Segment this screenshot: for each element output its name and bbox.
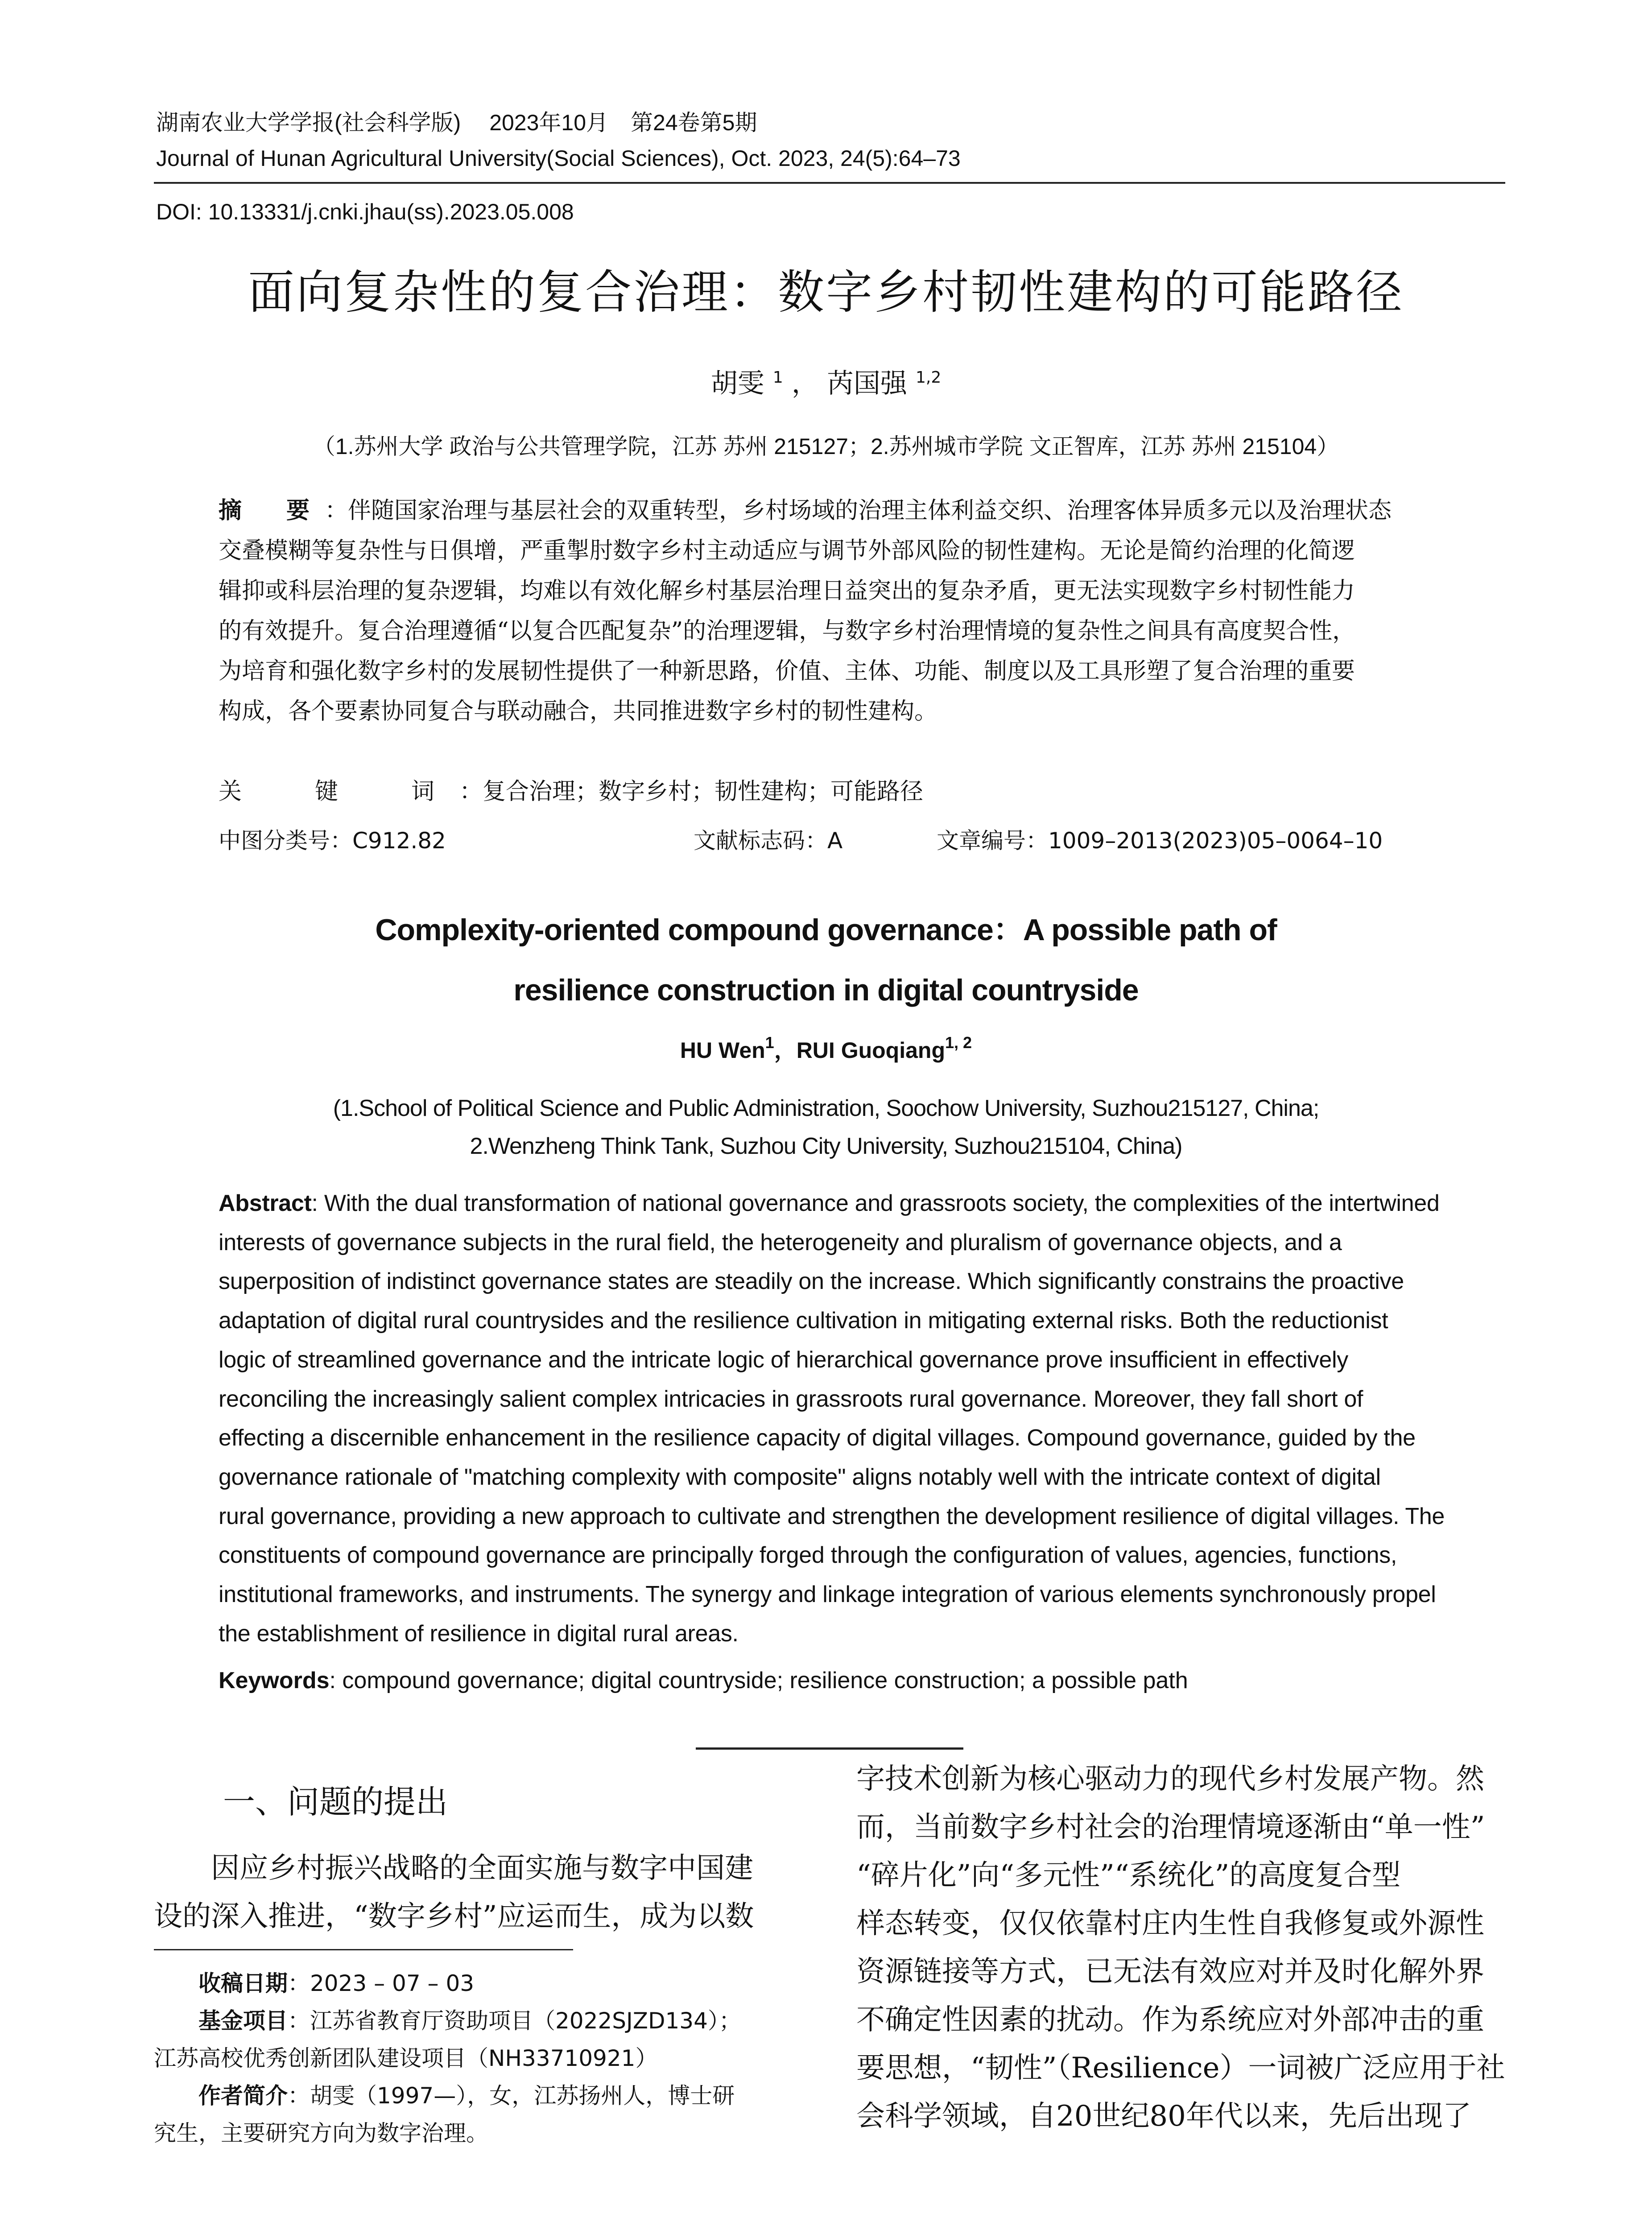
received-label: 收稿日期 — [198, 1970, 288, 1996]
body-line: 样态转变，仅仅依靠村庄内生性自我修复或外源性 — [856, 1907, 1484, 1940]
body-left-column — [154, 1844, 805, 1941]
author-name: 胡雯 — [710, 368, 764, 399]
abstract-en-line: logic of streamlined governance and the intricate logic of hierarchical governance prove insufficient in effectively — [219, 1346, 1348, 1373]
section-heading: 一、问题的提出 — [223, 1783, 448, 1821]
affiliation-en-line2: 2.Wenzheng Think Tank, Suzhou City University, Suzhou215104, China) — [470, 1133, 1182, 1159]
author-affiliation-mark: 1 — [772, 368, 783, 387]
author-separator: ， — [791, 368, 818, 399]
body-line: 资源链接等方式，已无法有效应对并及时化解外界 — [856, 1955, 1484, 1988]
doi: DOI: 10.13331/j.cnki.jhau(ss).2023.05.008 — [156, 199, 574, 224]
fund-text: ：江苏省教育厅资助项目（2022SJZD134）； — [288, 2008, 741, 2034]
author-name-en: HU Wen — [680, 1038, 765, 1063]
keywords-cn-text: 复合治理；数字乡村；韧性建构；可能路径 — [483, 778, 924, 805]
abstract-cn-line: 构成，各个要素协同复合与联动融合，共同推进数字乡村的韧性建构。 — [219, 698, 938, 725]
affiliation-cn: （1.苏州大学 政治与公共管理学院，江苏 苏州 215127；2.苏州城市学院 文正智库，江苏 苏州 215104） — [313, 434, 1339, 459]
authors-cn — [0, 366, 1652, 401]
author-affiliation-mark: 1,2 — [915, 368, 942, 387]
body-line: 会科学领域，自20世纪80年代以来，先后出现了 — [856, 2100, 1471, 2133]
footnotes — [154, 1965, 805, 2152]
body-line: “碎片化”向“多元性”“系统化”的高度复合型 — [856, 1859, 1401, 1892]
affiliation-en-line1: (1.School of Political Science and Public Administration, Soochow University, Suzhou215127, China; — [333, 1095, 1319, 1121]
abstract-en-line: adaptation of digital rural countrysides and the resilience cultivation in mitigating external risks. Both the reductionist — [219, 1308, 1388, 1334]
abstract-cn-line: 伴随国家治理与基层社会的双重转型，乡村场域的治理主体利益交织、治理客体异质多元以及治理状态 — [348, 497, 1392, 524]
author-separator: ， — [774, 1038, 797, 1063]
keywords-en-text: : compound governance; digital countryside; resilience construction; a possible path — [329, 1668, 1188, 1693]
abstract-en-label: Abstract — [219, 1190, 312, 1216]
body-line: 字技术创新为核心驱动力的现代乡村发展产物。然 — [856, 1763, 1484, 1796]
abstract-en-line: effecting a discernible enhancement in the resilience capacity of digital villages. Compound governance, guided by the — [219, 1425, 1416, 1451]
article-number: 文章编号：1009–2013(2023)05–0064–10 — [937, 828, 1383, 854]
abstract-en-line: reconciling the increasingly salient complex intricacies in grassroots rural governance. Moreover, they fall short of — [219, 1386, 1363, 1412]
author-affiliation-mark: 1, 2 — [945, 1033, 972, 1052]
paper-title-en-line2: resilience construction in digital countryside — [513, 973, 1139, 1007]
paper-title-en-line1: Complexity-oriented compound governance：A possible path of — [375, 913, 1277, 947]
body-line: 而，当前数字乡村社会的治理情境逐渐由“单一性” — [856, 1811, 1485, 1844]
body-line: 设的深入推进，“数字乡村”应运而生，成为以数 — [154, 1900, 754, 1933]
received-date: ：2023 – 07 – 03 — [288, 1970, 475, 1996]
author-affiliation-mark: 1 — [765, 1033, 774, 1052]
keywords-en-label: Keywords — [219, 1668, 330, 1693]
body-line: 要思想，“韧性”（Resilience）一词被广泛应用于社 — [856, 2052, 1505, 2085]
abstract-cn: 摘 要 ：伴随国家治理与基层社会的双重转型，乡村场域的治理主体利益交织、治理客体异质多元以及治理状态 交叠模糊等复杂性与日俱增，严重掣肘数字乡村主动适应与调节外部风险的韧性建构。无论是简约治理的化简逻 辑抑或科层治理的复杂逻辑，均难以有效化解乡村基层治理日益突出的复杂矛盾，更无法实现数字乡村韧性能力 的有效提升。复合治理遵循“以复合匹配复杂”的治理逻辑，与数字乡村治理情境的复杂性之间具有高度契合性， 为培育和强化数字乡村的发展韧性提供了一种新思路，价值、主体、功能、制度以及工具形塑了复合治理的重要 构成，各个要素协同复合与联动融合，共同推进数字乡村的韧性建构。 — [219, 491, 1450, 731]
abstract-en-line: the establishment of resilience in digital rural areas. — [219, 1620, 739, 1647]
abstract-en-line: interests of governance subjects in the rural field, the heterogeneity and pluralism of governance objects, and a — [219, 1229, 1342, 1255]
author-bio-text: ：胡雯（1997—），女，江苏扬州人，博士研 — [288, 2083, 735, 2109]
abstract-cn-line: 辑抑或科层治理的复杂逻辑，均难以有效化解乡村基层治理日益突出的复杂矛盾，更无法实现数字乡村韧性能力 — [219, 578, 1355, 604]
clc-number: 中图分类号：C912.82 — [219, 828, 446, 854]
body-line: 因应乡村振兴战略的全面实施与数字中国建 — [154, 1852, 753, 1885]
abstract-cn-line: 的有效提升。复合治理遵循“以复合匹配复杂”的治理逻辑，与数字乡村治理情境的复杂性之间具有高度契合性， — [219, 618, 1356, 644]
abstract-cn-line: 交叠模糊等复杂性与日俱增，严重掣肘数字乡村主动适应与调节外部风险的韧性建构。无论是简约治理的化简逻 — [219, 537, 1355, 564]
abstract-end-divider — [696, 1747, 963, 1750]
document-code: 文献标志码：A — [694, 828, 843, 854]
abstract-cn-label: 摘 要 — [219, 497, 321, 524]
abstract-en-line: governance rationale of "matching complexity with composite" aligns notably well with the intricate context of digital — [219, 1464, 1381, 1490]
body-line: 不确定性因素的扰动。作为系统应对外部冲击的重 — [856, 2003, 1484, 2036]
journal-header-en: Journal of Hunan Agricultural University(Social Sciences), Oct. 2023, 24(5):64–73 — [156, 146, 961, 171]
abstract-en-line: constituents of compound governance are principally forged through the configuration of values, agencies, functions, — [219, 1542, 1397, 1569]
footnote-rule — [154, 1949, 573, 1950]
abstract-en-line: institutional frameworks, and instruments. The synergy and linkage integration of various elements synchronously propel — [219, 1582, 1436, 1608]
paper-title-cn: 面向复杂性的复合治理：数字乡村韧性建构的可能路径 — [248, 265, 1404, 319]
abstract-cn-line: 为培育和强化数字乡村的发展韧性提供了一种新思路，价值、主体、功能、制度以及工具形塑了复合治理的重要 — [219, 658, 1355, 685]
keywords-cn: 关 键 词：复合治理；数字乡村；韧性建构；可能路径 — [219, 778, 924, 805]
keywords-en — [219, 1663, 1450, 1698]
header-rule — [154, 182, 1505, 184]
author-name: 芮国强 — [826, 368, 907, 399]
fund-label: 基金项目 — [198, 2008, 288, 2034]
author-name-en: RUI Guoqiang — [796, 1038, 946, 1063]
abstract-en-line: rural governance, providing a new approach to cultivate and strengthen the development resilience of digital villages. The — [219, 1503, 1445, 1529]
body-right-column — [856, 1755, 1507, 2140]
author-bio-text: 究生，主要研究方向为数字治理。 — [154, 2120, 488, 2146]
abstract-en-line: superposition of indistinct governance states are steadily on the increase. Which significantly constrains the proactive — [219, 1268, 1404, 1295]
abstract-en — [219, 1184, 1450, 1653]
abstract-en-line: : With the dual transformation of national governance and grassroots society, the complexities of the intertwined — [311, 1190, 1440, 1216]
keywords-cn-label: 关 键 词 — [219, 778, 460, 805]
journal-header-cn: 湖南农业大学学报(社会科学版) 2023年10月 第24卷第5期 — [156, 110, 757, 135]
authors-en — [0, 1035, 1652, 1066]
fund-text: 江苏高校优秀创新团队建设项目（NH33710921） — [154, 2045, 658, 2071]
author-bio-label: 作者简介 — [198, 2083, 288, 2109]
